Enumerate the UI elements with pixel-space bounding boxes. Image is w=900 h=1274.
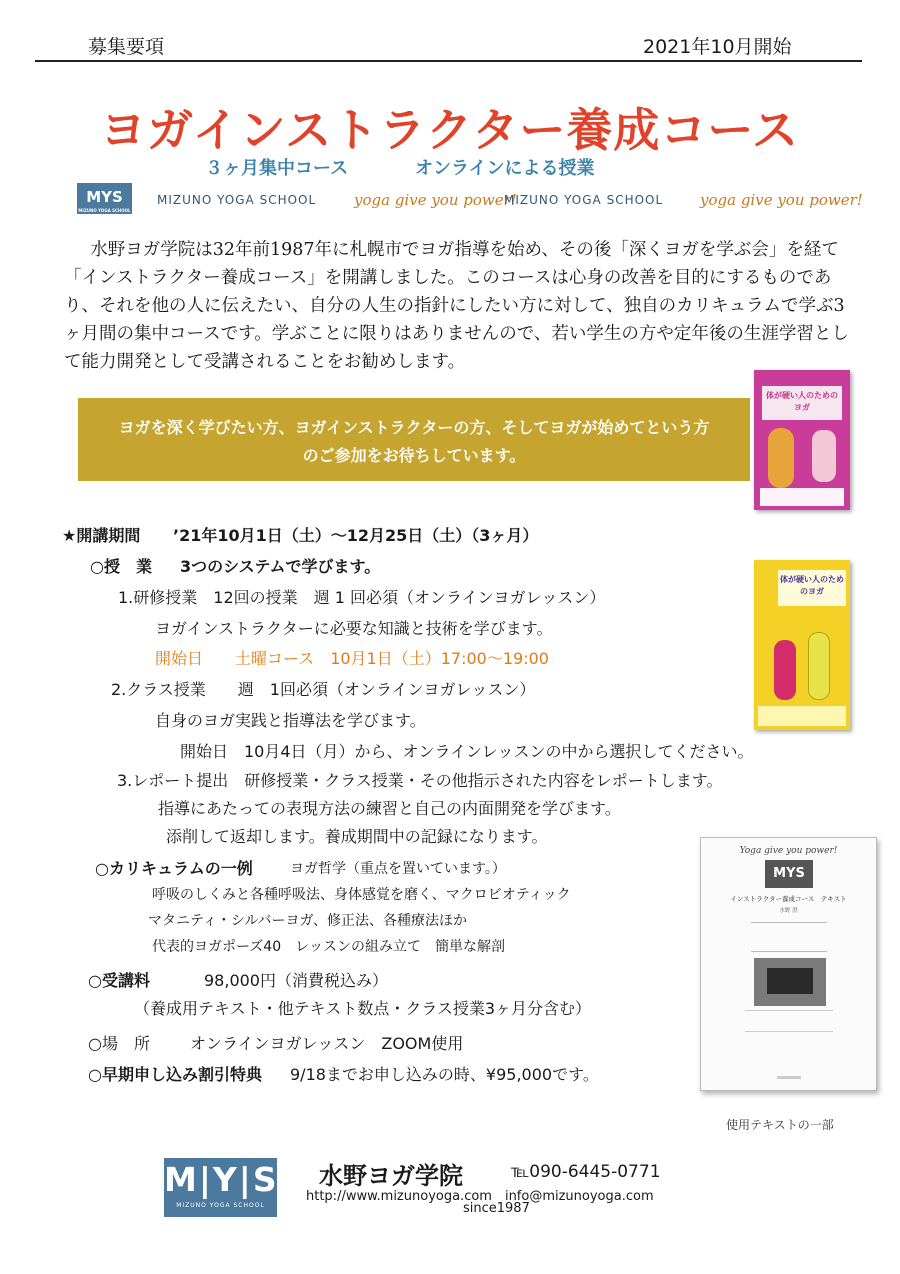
class-3-description-1: 指導にあたっての表現方法の練習と自己の内面開発を学びます。 bbox=[158, 799, 621, 818]
book-cover-3-logo: MYS bbox=[765, 860, 813, 888]
early-discount-label: ○早期申し込み割引特典 bbox=[88, 1065, 262, 1084]
book-cover-3-title: インストラクター養成コース テキスト bbox=[730, 895, 847, 903]
fee-note: （養成用テキスト・他テキスト数点・クラス授業3ヶ月分含む） bbox=[134, 999, 592, 1018]
mys-logo-large bbox=[164, 1158, 277, 1217]
early-discount-value: 9/18までお申し込みの時、¥95,000です。 bbox=[290, 1065, 599, 1084]
period-value: ’21年10月1日（土）〜12月25日（土）（3ヶ月） bbox=[173, 526, 539, 545]
book-cover-3-text-lines-2 bbox=[745, 1010, 833, 1032]
mys-logo-large-text: M|Y|S bbox=[164, 1160, 279, 1199]
since-year: since1987 bbox=[463, 1201, 530, 1216]
book-cover-2 bbox=[754, 560, 850, 730]
class-3-heading: 3.レポート提出 研修授業・クラス授業・その他指示された内容をレポートします。 bbox=[117, 771, 723, 790]
header-right: 2021年10月開始 bbox=[643, 36, 792, 58]
subtitle-course: ３ヶ月集中コース bbox=[205, 158, 349, 179]
book-cover-1-title: 体が硬い人のためのヨガ bbox=[762, 386, 842, 420]
banner-line-2: のご参加をお待ちしています。 bbox=[302, 446, 526, 465]
contact-line: http://www.mizunoyoga.com info@mizunoyoga.com bbox=[306, 1189, 654, 1204]
header-divider bbox=[35, 60, 862, 62]
mys-logo-tagline: MIZUNO YOGA SCHOOL bbox=[78, 208, 131, 213]
books-caption: 使用テキストの一部 bbox=[726, 1118, 834, 1132]
period-label: ★開講期間 bbox=[62, 526, 141, 545]
page-title: ヨガインストラクター養成コース bbox=[100, 103, 800, 157]
brand-slogan-1: yoga give you power! bbox=[354, 191, 517, 209]
curriculum-line-4: 代表的ヨガポーズ40 レッスンの組み立て 簡単な解剖 bbox=[152, 939, 505, 955]
book-cover-3-text-lines bbox=[751, 922, 827, 952]
curriculum-line-2: 呼吸のしくみと各種呼吸法、身体感覚を磨く、マクロビオティック bbox=[152, 887, 571, 903]
class-3-description-2: 添削して返却します。養成期間中の記録になります。 bbox=[166, 827, 548, 846]
mys-logo-small bbox=[77, 183, 132, 214]
class-2-heading: 2.クラス授業 週 1回必須（オンラインヨガレッスン） bbox=[111, 680, 536, 699]
header-left: 募集要項 bbox=[88, 36, 165, 58]
phone-number: ℡090-6445-0771 bbox=[511, 1162, 661, 1182]
class-1-description: ヨガインストラクターに必要な知識と技術を学びます。 bbox=[155, 619, 553, 638]
book-cover-3-slogan: Yoga give you power! bbox=[739, 846, 838, 856]
book-cover-3-footer bbox=[777, 1076, 801, 1079]
class-2-start: 開始日 10月4日（月）から、オンラインレッスンの中から選択してください。 bbox=[180, 742, 754, 761]
class-1-heading: 1.研修授業 12回の授業 週 1 回必須（オンラインヨガレッスン） bbox=[118, 588, 606, 607]
brand-name-2: MIZUNO YOGA SCHOOL bbox=[504, 193, 664, 207]
curriculum-line-3: マタニティ・シルバーヨガ、修正法、各種療法ほか bbox=[148, 913, 467, 929]
brand-slogan-2: yoga give you power! bbox=[700, 191, 863, 209]
curriculum-line-1: ヨガ哲学（重点を置いています。） bbox=[290, 861, 506, 877]
book-cover-2-figure-2 bbox=[808, 632, 830, 700]
book-cover-1-figure-2 bbox=[812, 430, 836, 482]
book-cover-1-caption-area bbox=[760, 488, 844, 506]
school-name: 水野ヨガ学院 bbox=[319, 1161, 463, 1190]
fee-value: 98,000円（消費税込み） bbox=[204, 971, 388, 990]
class-1-start: 開始日 土曜コース 10月1日（土）17:00〜19:00 bbox=[155, 649, 549, 668]
banner-line-1: ヨガを深く学びたい方、ヨガインストラクターの方、そしてヨガが始めてという方 bbox=[118, 418, 710, 437]
invitation-banner bbox=[78, 398, 750, 481]
classes-value: 3つのシステムで学びます。 bbox=[180, 557, 381, 576]
subtitle-online: オンラインによる授業 bbox=[415, 158, 595, 179]
book-cover-1 bbox=[754, 370, 850, 510]
book-cover-3 bbox=[700, 837, 877, 1091]
place-label: ○場 所 bbox=[88, 1034, 150, 1053]
curriculum-label: ○カリキュラムの一例 bbox=[95, 859, 253, 878]
place-value: オンラインヨガレッスン ZOOM使用 bbox=[190, 1034, 464, 1053]
book-cover-2-figure bbox=[774, 640, 796, 700]
book-cover-3-author: 水野 澄 bbox=[779, 908, 798, 914]
fee-label: ○受講料 bbox=[88, 971, 150, 990]
classes-label: ○授 業 bbox=[90, 557, 152, 576]
book-cover-2-caption-area bbox=[758, 706, 846, 726]
book-cover-3-photo-figure bbox=[767, 968, 813, 994]
class-2-description: 自身のヨガ実践と指導法を学びます。 bbox=[155, 711, 426, 730]
intro-paragraph: 水野ヨガ学院は32年前1987年に札幌市でヨガ指導を始め、その後「深くヨガを学ぶ会」を経て「インストラクター養成コース」を開講しました。このコースは心身の改善を目的にするものであり、それを他の人に伝えたい、自分の人生の指針にしたい方に対して、独自のカリキュラムで学ぶ3ヶ月間の集中コースです。学ぶことに限りはありませんので、若い学生の方や定年後の生涯学習として能力開発として受講されることをお勧めします。 bbox=[64, 240, 849, 372]
brand-name-1: MIZUNO YOGA SCHOOL bbox=[157, 193, 317, 207]
book-cover-2-title: 体が硬い人のためのヨガ bbox=[778, 570, 846, 606]
book-cover-1-figure bbox=[768, 428, 794, 488]
mys-logo-text: MYS bbox=[86, 188, 123, 206]
mys-logo-large-tagline: MIZUNO YOGA SCHOOL bbox=[176, 1202, 265, 1209]
